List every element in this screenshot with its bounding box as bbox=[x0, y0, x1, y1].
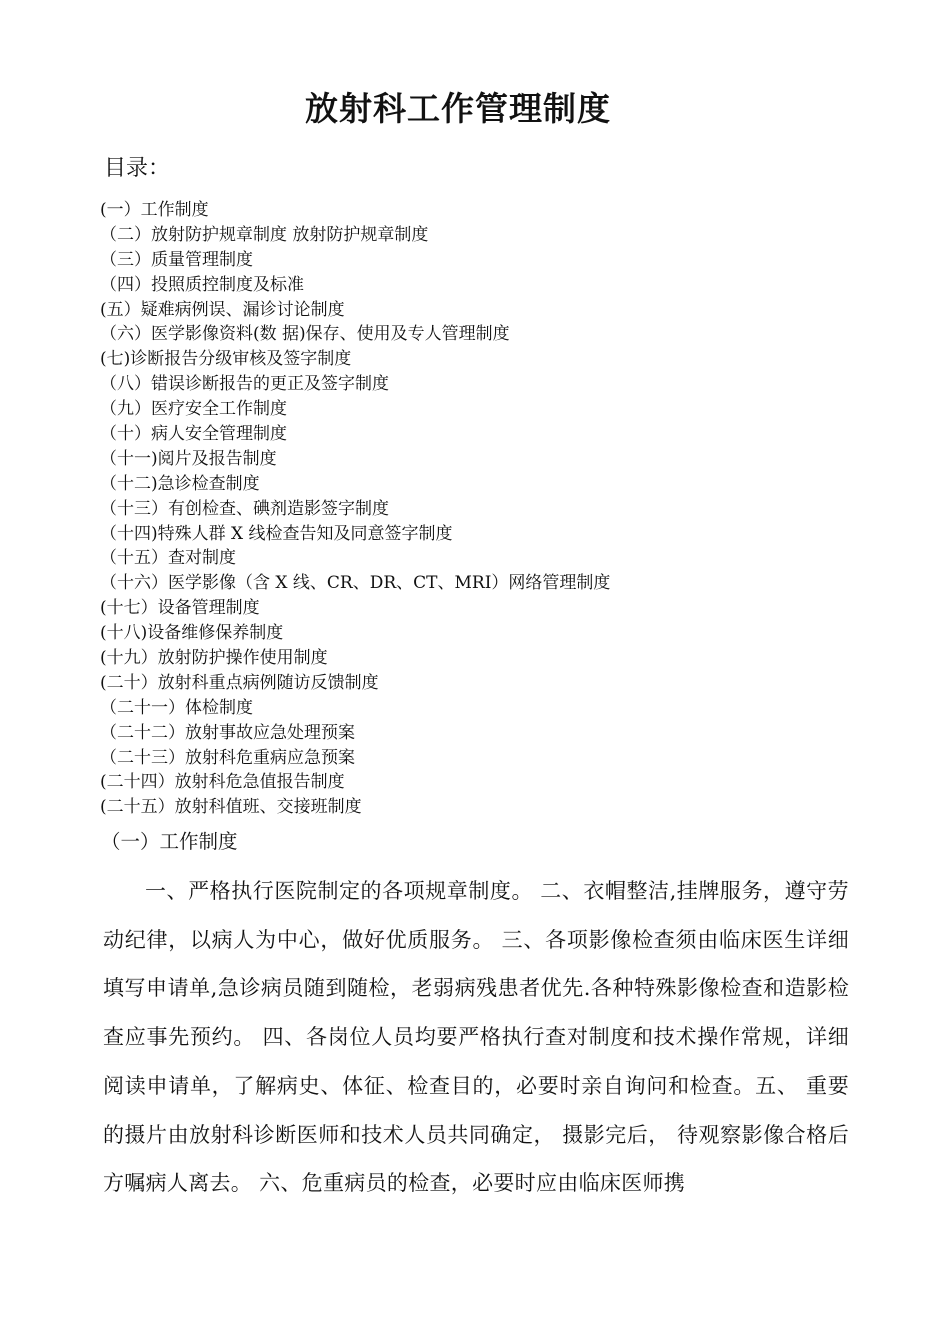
toc-item: （十一)阅片及报告制度 bbox=[100, 448, 277, 469]
toc-heading: 目录： bbox=[104, 156, 171, 181]
toc-item: （六）医学影像资料(数 据)保存、使用及专人管理制度 bbox=[100, 324, 510, 345]
toc-item: （十）病人安全管理制度 bbox=[100, 424, 287, 445]
toc-item: （十二)急诊检查制度 bbox=[100, 473, 260, 494]
toc-item: （十六）医学影像（含 X 线、CR、DR、CT、MRI）网络管理制度 bbox=[100, 573, 611, 594]
toc-item: (七)诊断报告分级审核及签字制度 bbox=[100, 349, 352, 370]
toc-item: （十三）有创检查、碘剂造影签字制度 bbox=[100, 498, 389, 519]
toc-item: （三）质量管理制度 bbox=[100, 249, 253, 270]
toc-item: (二十）放射科重点病例随访反馈制度 bbox=[100, 672, 379, 693]
document-title: 放射科工作管理制度 bbox=[305, 89, 611, 128]
toc-item: （九）医疗安全工作制度 bbox=[100, 399, 287, 420]
toc-item: (五）疑难病例误、漏诊讨论制度 bbox=[100, 299, 345, 320]
toc-item: （十五）查对制度 bbox=[100, 548, 236, 569]
toc-item: （二十一）体检制度 bbox=[100, 697, 253, 718]
toc-item: （八）错误诊断报告的更正及签字制度 bbox=[100, 374, 389, 395]
toc-item: （二十三）放射科危重病应急预案 bbox=[100, 747, 355, 768]
toc-item: （二）放射防护规章制度 放射防护规章制度 bbox=[100, 224, 429, 245]
toc-item: (十九）放射防护操作使用制度 bbox=[100, 648, 328, 669]
toc-item: （四）投照质控制度及标准 bbox=[100, 274, 304, 295]
toc-item: （十四)特殊人群 X 线检查告知及同意签字制度 bbox=[100, 523, 453, 544]
section-body-paragraph: 一、严格执行医院制定的各项规章制度。 二、衣帽整洁,挂牌服务，遵守劳动纪律，以病人为中心，做好优质服务。 三、各项影像检查须由临床医生详细填写申请单,急诊病员随到随检，老弱病残患者优先.各种特殊影像检查和造影检查应事先预约。 四、各岗位人员均要严格执行查对制度和技术操作常规，详细阅读申请单，了解病史、体征、检查目的，必要时亲自询问和检查。五、 重要的摄片由放射科诊断医师和技术人员共同确定， 摄影完后， 待观察影像合格后方嘱病人离去。 六、危重病员的检查，必要时应由临床医师携 bbox=[103, 879, 849, 1196]
section-heading: （一）工作制度 bbox=[101, 830, 238, 853]
toc-item: (二十四）放射科危急值报告制度 bbox=[100, 772, 345, 793]
toc-item: （二十二）放射事故应急处理预案 bbox=[100, 722, 355, 743]
toc-item: (一）工作制度 bbox=[100, 200, 209, 220]
toc-item: (二十五）放射科值班、交接班制度 bbox=[100, 797, 362, 818]
toc-item: (十八)设备维修保养制度 bbox=[100, 623, 284, 644]
toc-list bbox=[100, 198, 610, 820]
toc-item: (十七）设备管理制度 bbox=[100, 598, 260, 619]
